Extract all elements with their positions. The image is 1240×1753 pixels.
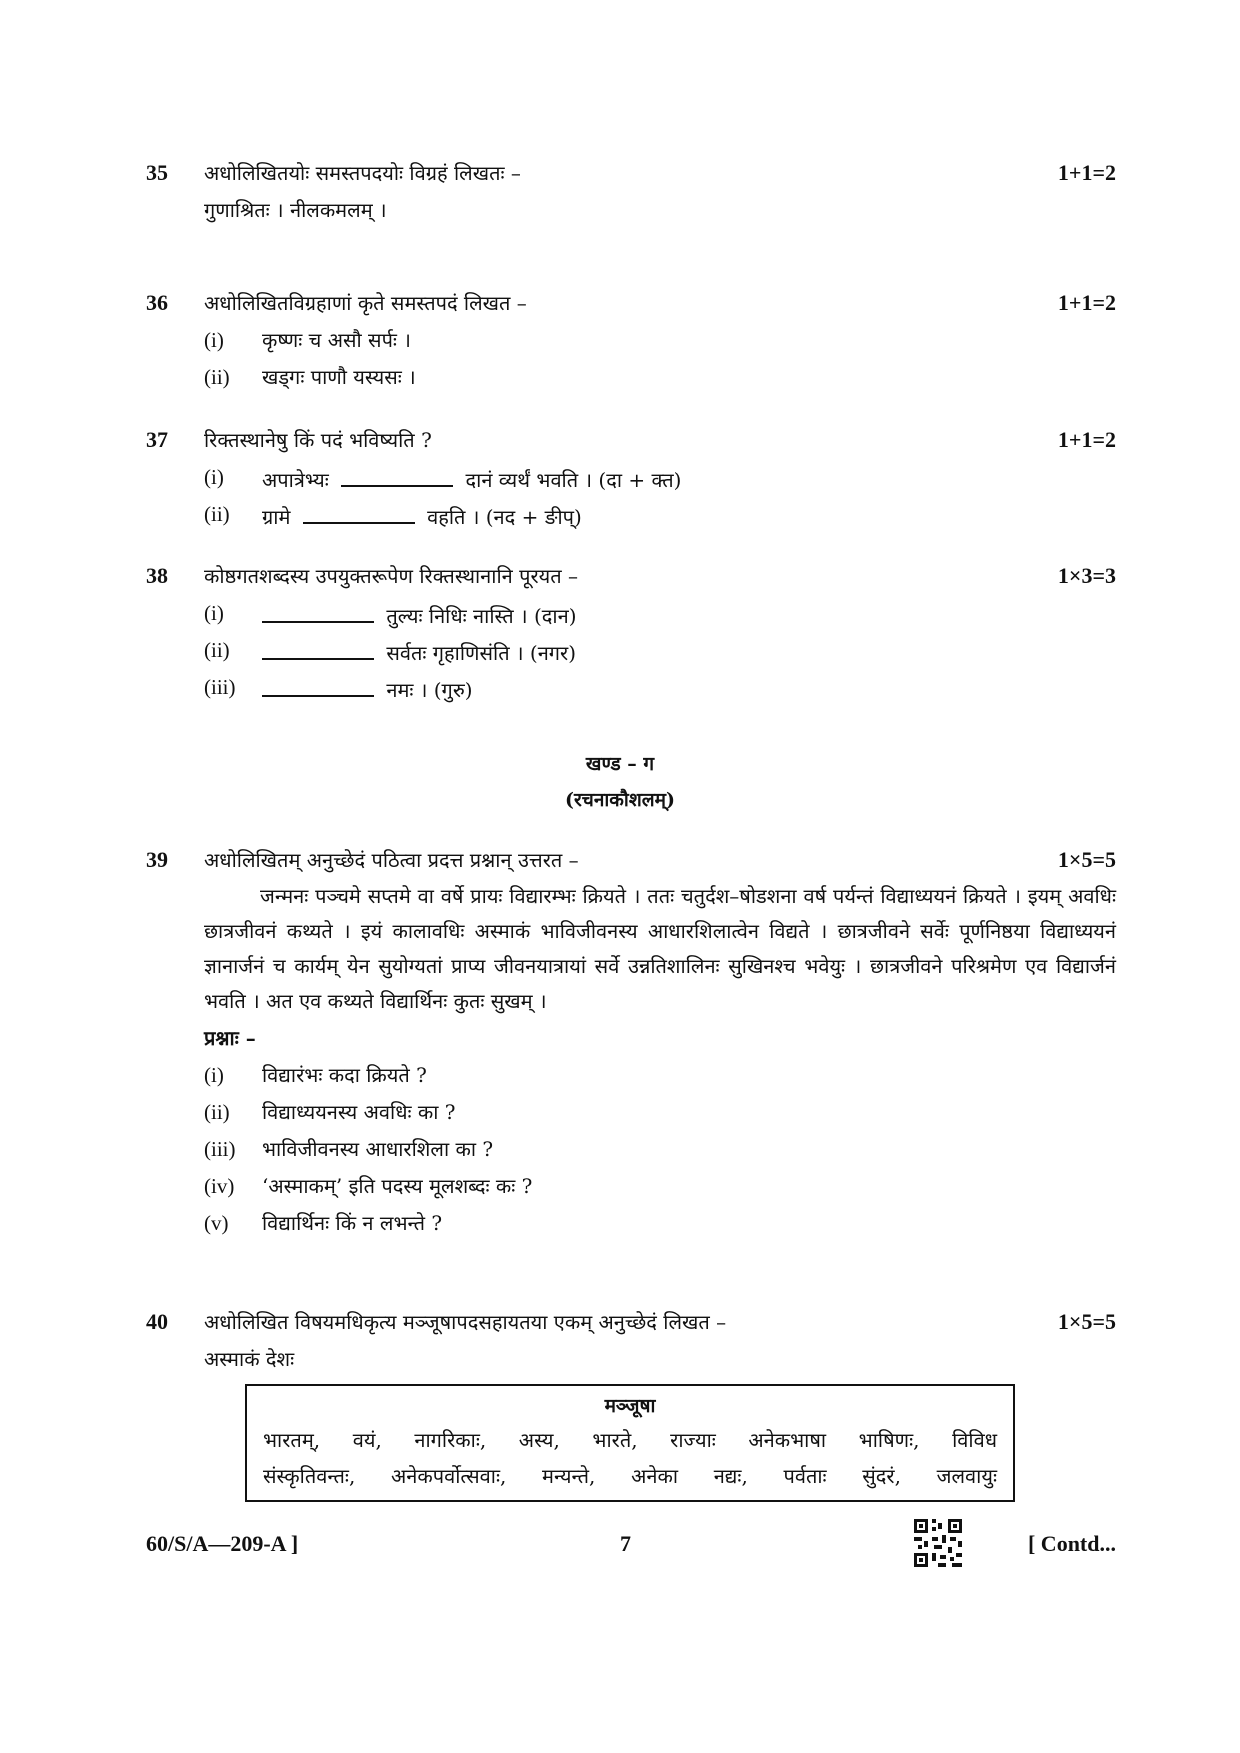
section-subtitle: (रचनाकौशलम्): [565, 789, 675, 811]
sub-question: [204, 1168, 1116, 1205]
sub-question-text: भाविजीवनस्य आधारशिला का ?: [262, 1137, 494, 1161]
word-box: [245, 1384, 1015, 1502]
sub-question: [204, 669, 1116, 706]
word-box-line: संस्कृतिवन्तः, अनेकपर्वोत्सवाः, मन्यन्ते, अनेका नद्यः, पर्वताः सुंदरं, जलवायुः: [263, 1464, 997, 1488]
question-39: [146, 841, 1116, 1242]
paper-code: 60/S/A—209-A ]: [146, 1531, 299, 1556]
sub-question-text: विद्यार्थिनः किं न लभन्ते ?: [262, 1211, 443, 1235]
question-text: अधोलिखितम् अनुच्छेदं पठित्वा प्रदत्त प्रश्नान् उत्तरत –: [204, 848, 579, 872]
question-number: 36: [146, 290, 168, 315]
sub-question: [204, 496, 1116, 533]
question-marks: 1×3=3: [1057, 563, 1116, 588]
question-line: गुणाश्रितः । नीलकमलम् ।: [204, 198, 387, 222]
sub-question: [204, 1057, 1116, 1094]
section-title: खण्ड – ग: [585, 753, 655, 775]
question-marks: 1+1=2: [1057, 160, 1116, 185]
questions-label: प्रश्नाः –: [204, 1026, 256, 1050]
question-marks: 1+1=2: [1057, 427, 1116, 452]
answer-blank: [303, 496, 415, 524]
question-40: [146, 1303, 1116, 1378]
continued-label: [ Contd...: [1027, 1531, 1116, 1556]
sub-question-number: (i): [204, 465, 224, 489]
question-number: 35: [146, 160, 168, 185]
sub-question-number: (ii): [204, 365, 230, 389]
sub-question-number: (iv): [204, 1174, 235, 1198]
sub-question-text: विद्यारंभः कदा क्रियते ?: [262, 1063, 427, 1087]
question-text: कोष्ठगतशब्दस्य उपयुक्तरूपेण रिक्तस्थानानि पूरयत –: [204, 564, 578, 588]
answer-blank: [262, 595, 374, 623]
word-box-title: मञ्जूषा: [604, 1395, 656, 1417]
sub-question-text-after: दानं व्यर्थं भवति । (दा + क्त): [465, 468, 682, 492]
sub-question-text: खड्गः पाणौ यस्यसः ।: [262, 365, 416, 389]
sub-question: [204, 1094, 1116, 1131]
sub-question-number: (ii): [204, 638, 230, 662]
sub-question-number: (i): [204, 1063, 224, 1087]
qr-code-icon: [912, 1517, 964, 1569]
sub-question-text: ‘अस्माकम्’ इति पदस्य मूलशब्दः कः ?: [262, 1174, 533, 1198]
question-38: [146, 557, 1116, 706]
sub-question-number: (v): [204, 1211, 229, 1235]
question-marks: 1+1=2: [1057, 290, 1116, 315]
sub-question-number: (i): [204, 601, 224, 625]
sub-question: [204, 595, 1116, 632]
sub-question-text-after: तुल्यः निधिः नास्ति । (दान): [386, 604, 577, 628]
sub-question-number: (ii): [204, 1100, 230, 1124]
page-number: 7: [620, 1531, 631, 1556]
question-text: अधोलिखित विषयमधिकृत्य मञ्जूषापदसहायतया एकम् अनुच्छेदं लिखत –: [204, 1310, 727, 1334]
word-box-line: भारतम्, वयं, नागरिकाः, अस्य, भारते, राज्याः अनेकभाषा भाषिणः, विविध: [263, 1428, 997, 1452]
sub-question-number: (i): [204, 328, 224, 352]
sub-question-text: विद्याध्ययनस्य अवधिः का ?: [262, 1100, 456, 1124]
answer-blank: [341, 459, 453, 487]
essay-topic: अस्माकं देशः: [204, 1347, 295, 1371]
sub-question-number: (ii): [204, 502, 230, 526]
question-text: अधोलिखितयोः समस्तपदयोः विग्रहं लिखतः –: [204, 161, 521, 185]
sub-question-text-after: नमः । (गुरु): [386, 678, 473, 702]
question-37: [146, 421, 1116, 533]
sub-question-text-before: ग्रामे: [262, 505, 291, 529]
sub-question: [204, 459, 1116, 496]
answer-blank: [262, 632, 374, 660]
question-marks: 1×5=5: [1057, 1309, 1116, 1334]
sub-question: [204, 359, 1116, 396]
sub-question: [204, 1205, 1116, 1242]
sub-question-number: (iii): [204, 1137, 236, 1161]
sub-question-text-before: अपात्रेभ्यः: [262, 468, 329, 492]
question-number: 38: [146, 563, 168, 588]
sub-question: [204, 1131, 1116, 1168]
sub-question: [204, 632, 1116, 669]
sub-question-number: (iii): [204, 675, 236, 699]
question-35: [146, 154, 1116, 229]
question-number: 37: [146, 427, 168, 452]
sub-question: [204, 322, 1116, 359]
question-text: अधोलिखितविग्रहाणां कृते समस्तपदं लिखत –: [204, 291, 527, 315]
question-number: 39: [146, 847, 168, 872]
question-36: [146, 284, 1116, 396]
question-marks: 1×5=5: [1057, 847, 1116, 872]
sub-question-text-after: सर्वतः गृहाणिसंति । (नगर): [386, 641, 577, 665]
sub-question-text: कृष्णः च असौ सर्पः ।: [262, 328, 411, 352]
question-number: 40: [146, 1309, 168, 1334]
answer-blank: [262, 669, 374, 697]
question-text: रिक्तस्थानेषु किं पदं भविष्यति ?: [204, 428, 432, 452]
sub-question-text-after: वहति । (नद + ङीप्): [427, 505, 582, 529]
passage: जन्मनः पञ्चमे सप्तमे वा वर्षे प्रायः विद्यारम्भः क्रियते । ततः चतुर्दश–षोडशना वर्ष पर्यन्तं विद्याध्ययनं क्रियते । इयम् अवधिः छात्रजीवनं कथ्यते । इयं कालावधिः अस्माकं भाविजीवनस्य आधारशिलात्वेन विद्यते । छात्रजीवने सर्वेः पूर्णनिष्ठया विद्याध्ययनं ज्ञानार्जनं च कार्यम् येन सुयोग्यतां प्राप्य जीवनयात्रायां सर्वे उन्नतिशालिनः सुखिनश्च भवेयुः । छात्रजीवने परिश्रमेण एव विद्यार्जनं भवति । अत एव कथ्यते विद्यार्थिनः कुतः सुखम् ।: [204, 884, 1116, 1013]
